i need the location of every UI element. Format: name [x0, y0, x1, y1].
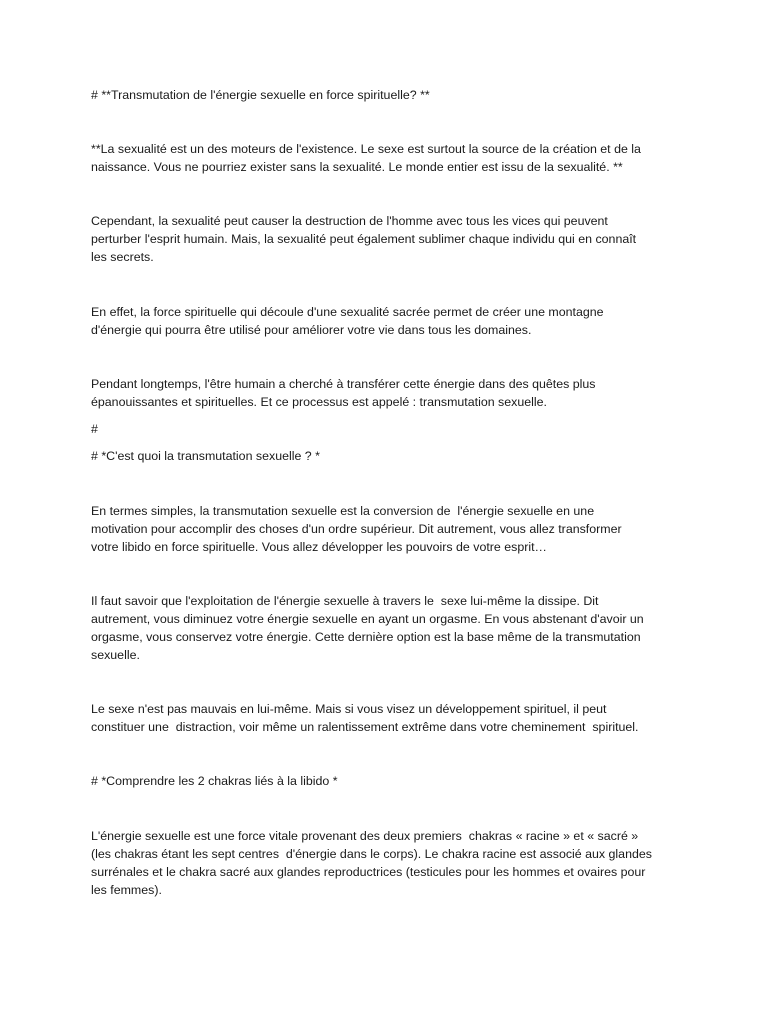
- heading-two-chakras: # *Comprendre les 2 chakras liés à la libido *: [91, 774, 338, 788]
- paragraph-line: les femmes).: [91, 883, 162, 897]
- paragraph-line: épanouissantes et spirituelles. Et ce processus est appelé : transmutation sexuelle.: [91, 395, 547, 409]
- paragraph-line: motivation pour accomplir des choses d'un ordre supérieur. Dit autrement, vous allez transformer: [91, 522, 622, 536]
- heading-what-is-transmutation: # *C'est quoi la transmutation sexuelle ? *: [91, 449, 320, 463]
- paragraph-line: Pendant longtemps, l'être humain a cherché à transférer cette énergie dans des quêtes plus: [91, 377, 596, 391]
- paragraph-line: votre libido en force spirituelle. Vous allez développer les pouvoirs de votre esprit…: [91, 540, 547, 554]
- paragraph-line: sexuelle.: [91, 648, 140, 662]
- paragraph-line: **La sexualité est un des moteurs de l'existence. Le sexe est surtout la source de la création et de la: [91, 142, 641, 156]
- paragraph-line: perturber l'esprit humain. Mais, la sexualité peut également sublimer chaque individu qui en connaît: [91, 232, 637, 246]
- paragraph-line: (les chakras étant les sept centres d'énergie dans le corps). Le chakra racine est associé aux glandes: [91, 847, 652, 861]
- paragraph-line: autrement, vous diminuez votre énergie sexuelle en ayant un orgasme. En vous abstenant d'avoir un: [91, 612, 644, 626]
- paragraph-line: constituer une distraction, voir même un ralentissement extrême dans votre cheminement spirituel.: [91, 720, 639, 734]
- paragraph-line: L'énergie sexuelle est une force vitale provenant des deux premiers chakras « racine » et « sacré »: [91, 829, 639, 843]
- paragraph-line: En effet, la force spirituelle qui découle d'une sexualité sacrée permet de créer une montagne: [91, 305, 604, 319]
- paragraph-line: d'énergie qui pourra être utilisé pour améliorer votre vie dans tous les domaines.: [91, 323, 532, 337]
- empty-heading-marker: #: [91, 422, 98, 436]
- paragraph-line: Le sexe n'est pas mauvais en lui-même. Mais si vous visez un développement spirituel, il peut: [91, 702, 607, 716]
- paragraph-line: orgasme, vous conservez votre énergie. Cette dernière option est la base même de la transmutation: [91, 630, 641, 644]
- paragraph-line: les secrets.: [91, 250, 154, 264]
- paragraph-line: Cependant, la sexualité peut causer la destruction de l'homme avec tous les vices qui peuvent: [91, 214, 608, 228]
- paragraph-line: En termes simples, la transmutation sexuelle est la conversion de l'énergie sexuelle en une: [91, 504, 595, 518]
- paragraph-line: Il faut savoir que l'exploitation de l'énergie sexuelle à travers le sexe lui-même la dissipe. Dit: [91, 594, 599, 608]
- paragraph-line: surrénales et le chakra sacré aux glandes reproductrices (testicules pour les hommes et ovaires pour: [91, 865, 646, 879]
- paragraph-line: naissance. Vous ne pourriez exister sans la sexualité. Le monde entier est issu de la sexualité. **: [91, 160, 623, 174]
- heading-transmutation: # **Transmutation de l'énergie sexuelle en force spirituelle? **: [91, 88, 430, 102]
